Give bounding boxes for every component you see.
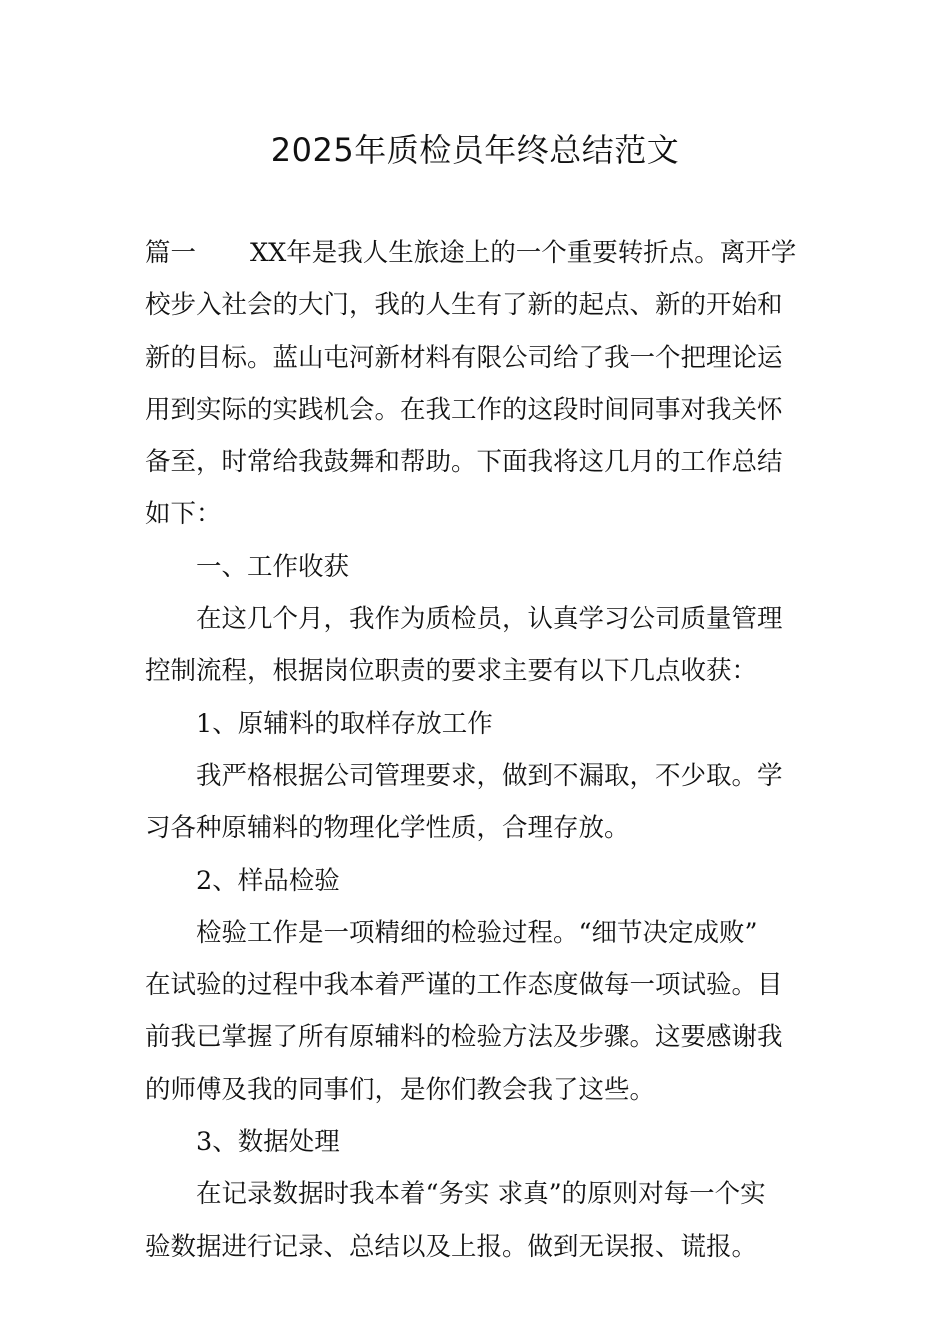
paragraph-line: 在这几个月，我作为质检员，认真学习公司质量管理 (196, 604, 783, 635)
section-label: 篇一 (145, 238, 197, 268)
document-body (145, 227, 810, 1273)
subsection-heading: 3、数据处理 (196, 1127, 340, 1158)
subsection-heading: 2、样品检验 (196, 865, 340, 896)
document-title: 2025年质检员年终总结范文 (270, 131, 680, 169)
paragraph-line: 用到实际的实践机会。在我工作的这段时间同事对我关怀 (145, 394, 783, 425)
paragraph-line: 校步入社会的大门，我的人生有了新的起点、新的开始和 (145, 290, 783, 321)
paragraph-line: 备至，时常给我鼓舞和帮助。下面我将这几月的工作总结 (145, 447, 783, 478)
paragraph-line: 控制流程，根据岗位职责的要求主要有以下几点收获： (145, 656, 758, 687)
paragraph-line: 习各种原辅料的物理化学性质，合理存放。 (145, 813, 630, 844)
paragraph-line: 验数据进行记录、总结以及上报。做到无误报、谎报。 (145, 1231, 758, 1262)
section-heading: 一、工作收获 (196, 551, 350, 582)
paragraph-line: 如下： (145, 499, 222, 530)
paragraph-line: 前我已掌握了所有原辅料的检验方法及步骤。这要感谢我 (145, 1022, 783, 1053)
subsection-heading: 1、原辅料的取样存放工作 (196, 708, 493, 739)
paragraph-line: 我严格根据公司管理要求，做到不漏取，不少取。学 (196, 760, 783, 791)
paragraph-line: 的师傅及我的同事们，是你们教会我了这些。 (145, 1074, 656, 1105)
paragraph-line: 检验工作是一项精细的检验过程。“细节决定成败” (196, 917, 758, 948)
paragraph-text: XX年是我人生旅途上的一个重要转折点。离开学 (250, 238, 797, 268)
paragraph-line: 在记录数据时我本着“务实 求真”的原则对每一个实 (196, 1179, 766, 1210)
paragraph-line (145, 227, 810, 279)
paragraph-line: 在试验的过程中我本着严谨的工作态度做每一项试验。目 (145, 970, 783, 1001)
paragraph-line: 新的目标。蓝山屯河新材料有限公司给了我一个把理论运 (145, 342, 783, 373)
